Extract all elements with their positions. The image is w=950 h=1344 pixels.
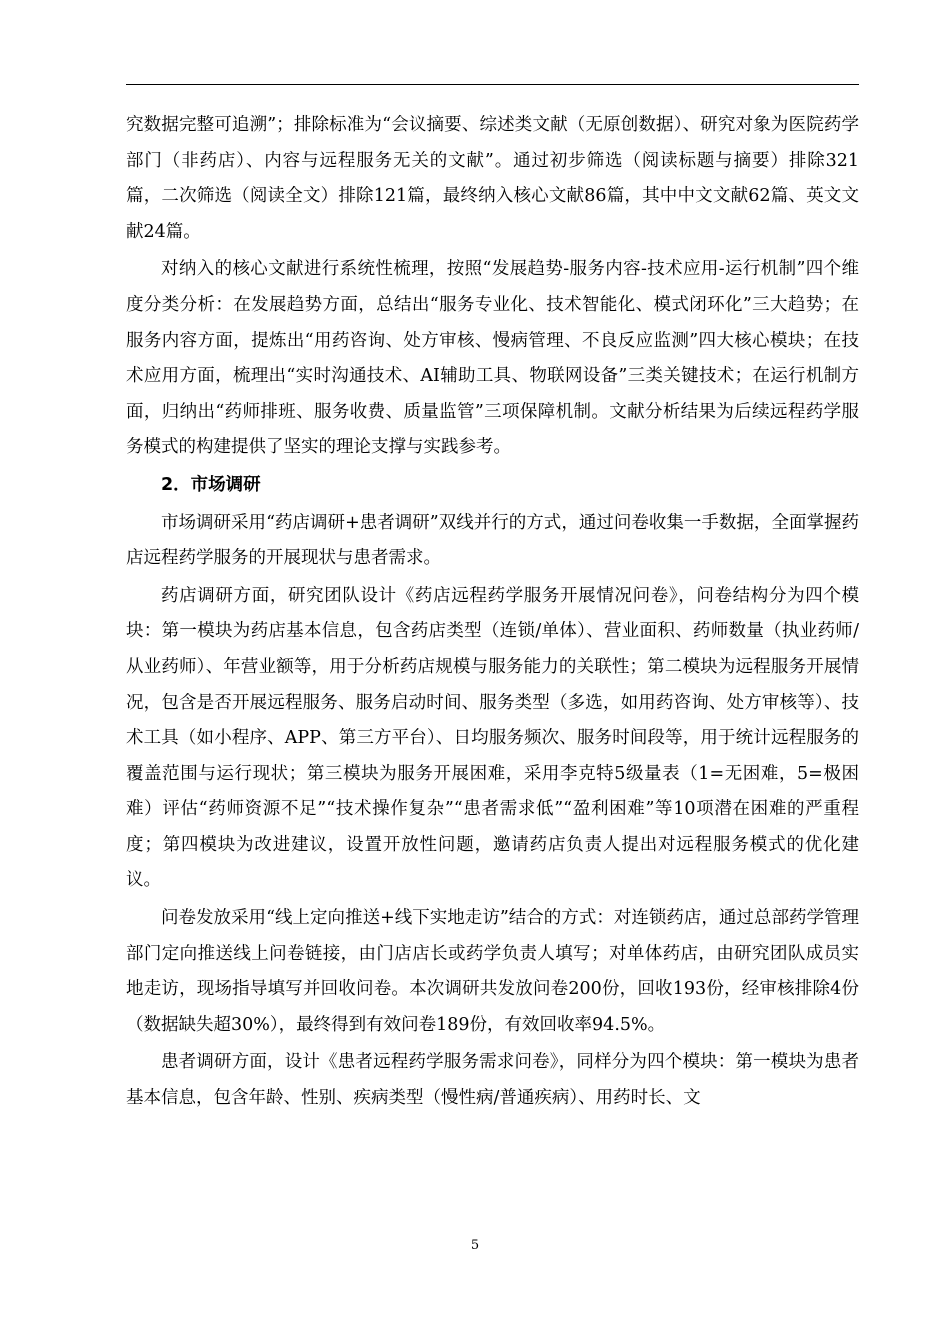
page-body <box>126 108 859 1119</box>
paragraph: 问卷发放采用“线上定向推送+线下实地走访”结合的方式：对连锁药店，通过总部药学管理部门定向推送线上问卷链接，由门店店长或药学负责人填写；对单体药店，由研究团队成员实地走访，现场指导填写并回收问卷。本次调研共发放问卷200份，回收193份，经审核排除4份（数据缺失超30%），最终得到有效问卷189份，有效回收率94.5%。 <box>126 908 859 1035</box>
header-rule <box>126 84 859 85</box>
paragraph-continued: 究数据完整可追溯”；排除标准为“会议摘要、综述类文献（无原创数据）、研究对象为医院药学部门（非药店）、内容与远程服务无关的文献”。通过初步筛选（阅读标题与摘要）排除321篇，二次筛选（阅读全文）排除121篇，最终纳入核心文献86篇，其中中文文献62篇、英文文献24篇。 <box>126 115 859 242</box>
paragraph: 药店调研方面，研究团队设计《药店远程药学服务开展情况问卷》，问卷结构分为四个模块：第一模块为药店基本信息，包含药店类型（连锁/单体）、营业面积、药师数量（执业药师/从业药师）、年营业额等，用于分析药店规模与服务能力的关联性；第二模块为远程服务开展情况，包含是否开展远程服务、服务启动时间、服务类型（多选，如用药咨询、处方审核等）、技术工具（如小程序、APP、第三方平台）、日均服务频次、服务时间段等，用于统计远程服务的覆盖范围与运行现状；第三模块为服务开展困难，采用李克特5级量表（1=无困难，5=极困难）评估“药师资源不足”“技术操作复杂”“患者需求低”“盈利困难”等10项潜在困难的严重程度；第四模块为改进建议，设置开放性问题，邀请药店负责人提出对远程服务模式的优化建议。 <box>126 585 859 891</box>
paragraph: 对纳入的核心文献进行系统性梳理，按照“发展趋势-服务内容-技术应用-运行机制”四个维度分类分析：在发展趋势方面，总结出“服务专业化、技术智能化、模式闭环化”三大趋势；在服务内容方面，提炼出“用药咨询、处方审核、慢病管理、不良反应监测”四大核心模块；在技术应用方面，梳理出“实时沟通技术、AI辅助工具、物联网设备”三类关键技术；在运行机制方面，归纳出“药师排班、服务收费、质量监管”三项保障机制。文献分析结果为后续远程药学服务模式的构建提供了坚实的理论支撑与实践参考。 <box>126 259 859 458</box>
paragraph: 市场调研采用“药店调研+患者调研”双线并行的方式，通过问卷收集一手数据，全面掌握药店远程药学服务的开展现状与患者需求。 <box>126 512 859 569</box>
page-number: 5 <box>470 1238 480 1253</box>
section-heading: 2．市场调研 <box>161 474 261 495</box>
paragraph: 患者调研方面，设计《患者远程药学服务需求问卷》，同样分为四个模块：第一模块为患者基本信息，包含年龄、性别、疾病类型（慢性病/普通疾病）、用药时长、文 <box>126 1052 859 1109</box>
